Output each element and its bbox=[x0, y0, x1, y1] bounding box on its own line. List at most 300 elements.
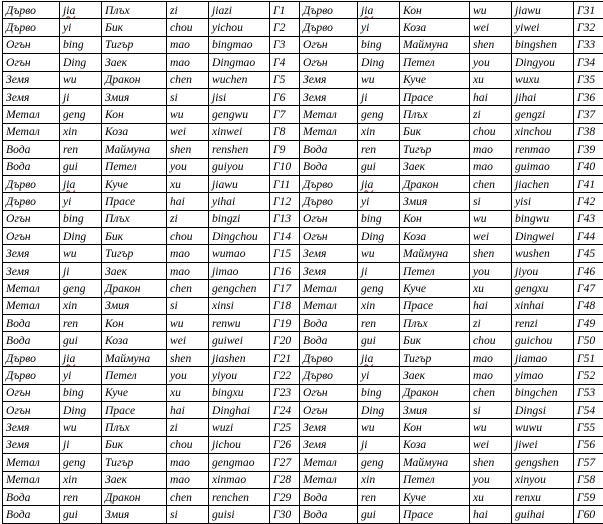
right-branch-cell: hai bbox=[470, 88, 512, 105]
right-element-cell: Огън bbox=[300, 54, 358, 71]
table-row bbox=[3, 36, 603, 53]
right-animal-cell: Петел bbox=[400, 54, 470, 71]
left-branch-cell: xu bbox=[167, 384, 209, 401]
left-branch-cell: mao bbox=[167, 454, 209, 471]
left-year-name-cell: renshen bbox=[209, 141, 270, 158]
right-element-cell: Земя bbox=[300, 262, 358, 279]
right-element-cell: Земя bbox=[300, 88, 358, 105]
left-code-cell: Г12 bbox=[270, 193, 300, 210]
left-branch-cell: mao bbox=[167, 36, 209, 53]
right-animal-cell: Коза bbox=[400, 228, 470, 245]
left-element-cell: Земя bbox=[3, 419, 60, 436]
left-element-cell: Земя bbox=[3, 436, 60, 453]
left-branch-cell: mao bbox=[167, 245, 209, 262]
left-element-cell: Вода bbox=[3, 315, 60, 332]
right-element-cell: Метал bbox=[300, 297, 358, 314]
left-code-cell: Г29 bbox=[270, 488, 300, 505]
left-stem-cell: xin bbox=[60, 471, 102, 488]
right-animal-cell: Бик bbox=[400, 332, 470, 349]
right-animal-cell: Маймуна bbox=[400, 454, 470, 471]
right-stem-cell: ji bbox=[358, 262, 400, 279]
left-year-name-cell: Dingchou bbox=[209, 228, 270, 245]
right-year-name-cell: Dingwei bbox=[512, 228, 574, 245]
right-element-cell: Дърво bbox=[300, 367, 358, 384]
right-element-cell: Дърво bbox=[300, 175, 358, 192]
right-branch-cell: shen bbox=[470, 454, 512, 471]
right-stem-cell: xin bbox=[358, 471, 400, 488]
right-year-name-cell: jiyou bbox=[512, 262, 574, 279]
table-row bbox=[3, 506, 603, 523]
right-animal-cell: Заек bbox=[400, 367, 470, 384]
right-year-name-cell: gengzi bbox=[512, 106, 574, 123]
right-code-cell: Г40 bbox=[574, 158, 603, 175]
left-code-cell: Г5 bbox=[270, 71, 300, 88]
right-year-name-cell: xinhai bbox=[512, 297, 574, 314]
right-animal-cell: Змия bbox=[400, 401, 470, 418]
right-element-cell: Вода bbox=[300, 332, 358, 349]
left-element-cell: Метал bbox=[3, 471, 60, 488]
right-code-cell: Г33 bbox=[574, 36, 603, 53]
right-element-cell: Метал bbox=[300, 471, 358, 488]
left-code-cell: Г7 bbox=[270, 106, 300, 123]
right-branch-cell: xu bbox=[470, 71, 512, 88]
left-element-cell: Земя bbox=[3, 245, 60, 262]
table-row bbox=[3, 158, 603, 175]
left-stem-cell: wu bbox=[60, 245, 102, 262]
right-stem-cell: wu bbox=[358, 245, 400, 262]
left-branch-cell: si bbox=[167, 297, 209, 314]
right-animal-cell: Кон bbox=[400, 210, 470, 227]
right-year-name-cell: yiwei bbox=[512, 19, 574, 36]
right-code-cell: Г51 bbox=[574, 349, 603, 366]
table-row bbox=[3, 19, 603, 36]
right-year-name-cell: gengshen bbox=[512, 454, 574, 471]
table-body bbox=[3, 2, 603, 524]
left-year-name-cell: xinmao bbox=[209, 471, 270, 488]
right-year-name-cell: gengxu bbox=[512, 280, 574, 297]
right-year-name-cell: bingchen bbox=[512, 384, 574, 401]
right-code-cell: Г37 bbox=[574, 106, 603, 123]
left-element-cell: Вода bbox=[3, 506, 60, 523]
left-year-name-cell: renwu bbox=[209, 315, 270, 332]
left-code-cell: Г1 bbox=[270, 2, 300, 19]
left-animal-cell: Дракон bbox=[102, 488, 167, 505]
left-stem-cell: ren bbox=[60, 488, 102, 505]
right-element-cell: Огън bbox=[300, 401, 358, 418]
left-branch-cell: chen bbox=[167, 71, 209, 88]
left-element-cell: Дърво bbox=[3, 193, 60, 210]
right-code-cell: Г35 bbox=[574, 71, 603, 88]
right-year-name-cell: Dingyou bbox=[512, 54, 574, 71]
right-element-cell: Вода bbox=[300, 506, 358, 523]
table-row bbox=[3, 88, 603, 105]
right-element-cell: Земя bbox=[300, 436, 358, 453]
left-year-name-cell: guiyou bbox=[209, 158, 270, 175]
left-branch-cell: si bbox=[167, 88, 209, 105]
right-year-name-cell: guihai bbox=[512, 506, 574, 523]
table-row bbox=[3, 419, 603, 436]
left-stem-cell: ren bbox=[60, 315, 102, 332]
right-element-cell: Огън bbox=[300, 36, 358, 53]
right-element-cell: Вода bbox=[300, 315, 358, 332]
right-year-name-cell: jiwei bbox=[512, 436, 574, 453]
right-year-name-cell: guimao bbox=[512, 158, 574, 175]
left-code-cell: Г28 bbox=[270, 471, 300, 488]
right-element-cell: Метал bbox=[300, 106, 358, 123]
right-animal-cell: Петел bbox=[400, 262, 470, 279]
right-stem-cell: jia bbox=[358, 175, 400, 192]
right-year-name-cell: xinyou bbox=[512, 471, 574, 488]
left-year-name-cell: bingzi bbox=[209, 210, 270, 227]
right-code-cell: Г31 bbox=[574, 2, 603, 19]
right-branch-cell: wu bbox=[470, 2, 512, 19]
left-stem-cell: Ding bbox=[60, 401, 102, 418]
right-element-cell: Дърво bbox=[300, 349, 358, 366]
left-stem-cell: Ding bbox=[60, 228, 102, 245]
left-stem-cell: jia bbox=[60, 2, 102, 19]
left-code-cell: Г24 bbox=[270, 401, 300, 418]
right-code-cell: Г47 bbox=[574, 280, 603, 297]
left-stem-cell: Ding bbox=[60, 54, 102, 71]
right-stem-cell: Ding bbox=[358, 401, 400, 418]
right-year-name-cell: bingwu bbox=[512, 210, 574, 227]
left-stem-cell: ren bbox=[60, 141, 102, 158]
left-branch-cell: zi bbox=[167, 419, 209, 436]
right-animal-cell: Змия bbox=[400, 193, 470, 210]
left-stem-cell: gui bbox=[60, 506, 102, 523]
left-animal-cell: Бик bbox=[102, 19, 167, 36]
left-element-cell: Метал bbox=[3, 106, 60, 123]
right-element-cell: Вода bbox=[300, 158, 358, 175]
right-code-cell: Г59 bbox=[574, 488, 603, 505]
left-element-cell: Огън bbox=[3, 54, 60, 71]
left-stem-cell: ji bbox=[60, 88, 102, 105]
right-stem-cell: yi bbox=[358, 367, 400, 384]
left-element-cell: Вода bbox=[3, 332, 60, 349]
right-code-cell: Г52 bbox=[574, 367, 603, 384]
right-animal-cell: Заек bbox=[400, 158, 470, 175]
right-element-cell: Земя bbox=[300, 419, 358, 436]
right-code-cell: Г32 bbox=[574, 19, 603, 36]
left-code-cell: Г17 bbox=[270, 280, 300, 297]
right-branch-cell: you bbox=[470, 471, 512, 488]
left-element-cell: Огън bbox=[3, 384, 60, 401]
left-code-cell: Г23 bbox=[270, 384, 300, 401]
left-code-cell: Г20 bbox=[270, 332, 300, 349]
table-row bbox=[3, 106, 603, 123]
left-element-cell: Метал bbox=[3, 297, 60, 314]
left-year-name-cell: jiazi bbox=[209, 2, 270, 19]
left-animal-cell: Змия bbox=[102, 297, 167, 314]
left-element-cell: Огън bbox=[3, 210, 60, 227]
right-year-name-cell: jiawu bbox=[512, 2, 574, 19]
right-animal-cell: Тигър bbox=[400, 141, 470, 158]
table-row bbox=[3, 54, 603, 71]
right-branch-cell: si bbox=[470, 193, 512, 210]
left-stem-cell: ji bbox=[60, 436, 102, 453]
right-branch-cell: mao bbox=[470, 158, 512, 175]
right-stem-cell: xin bbox=[358, 297, 400, 314]
right-branch-cell: you bbox=[470, 262, 512, 279]
right-year-name-cell: yimao bbox=[512, 367, 574, 384]
left-stem-cell: ji bbox=[60, 262, 102, 279]
right-branch-cell: xu bbox=[470, 280, 512, 297]
left-year-name-cell: renchen bbox=[209, 488, 270, 505]
right-stem-cell: gui bbox=[358, 158, 400, 175]
left-stem-cell: geng bbox=[60, 106, 102, 123]
right-branch-cell: si bbox=[470, 401, 512, 418]
left-animal-cell: Бик bbox=[102, 228, 167, 245]
left-element-cell: Вода bbox=[3, 141, 60, 158]
right-branch-cell: chen bbox=[470, 175, 512, 192]
right-branch-cell: chou bbox=[470, 123, 512, 140]
left-branch-cell: mao bbox=[167, 471, 209, 488]
right-stem-cell: wu bbox=[358, 419, 400, 436]
right-code-cell: Г43 bbox=[574, 210, 603, 227]
right-branch-cell: zi bbox=[470, 315, 512, 332]
table-row bbox=[3, 454, 603, 471]
right-code-cell: Г54 bbox=[574, 401, 603, 418]
right-branch-cell: hai bbox=[470, 506, 512, 523]
right-animal-cell: Плъх bbox=[400, 315, 470, 332]
right-code-cell: Г60 bbox=[574, 506, 603, 523]
right-code-cell: Г38 bbox=[574, 123, 603, 140]
right-element-cell: Земя bbox=[300, 71, 358, 88]
left-element-cell: Дърво bbox=[3, 349, 60, 366]
left-animal-cell: Тигър bbox=[102, 454, 167, 471]
left-branch-cell: xu bbox=[167, 175, 209, 192]
left-stem-cell: gui bbox=[60, 158, 102, 175]
left-code-cell: Г16 bbox=[270, 262, 300, 279]
right-branch-cell: wei bbox=[470, 228, 512, 245]
right-code-cell: Г41 bbox=[574, 175, 603, 192]
left-code-cell: Г4 bbox=[270, 54, 300, 71]
table-row bbox=[3, 436, 603, 453]
left-code-cell: Г18 bbox=[270, 297, 300, 314]
left-stem-cell: xin bbox=[60, 123, 102, 140]
right-year-name-cell: yisi bbox=[512, 193, 574, 210]
left-element-cell: Вода bbox=[3, 158, 60, 175]
right-year-name-cell: renxu bbox=[512, 488, 574, 505]
right-code-cell: Г55 bbox=[574, 419, 603, 436]
table-row bbox=[3, 2, 603, 19]
right-year-name-cell: bingshen bbox=[512, 36, 574, 53]
left-element-cell: Земя bbox=[3, 71, 60, 88]
left-code-cell: Г26 bbox=[270, 436, 300, 453]
right-stem-cell: yi bbox=[358, 19, 400, 36]
right-animal-cell: Кон bbox=[400, 419, 470, 436]
left-branch-cell: chou bbox=[167, 19, 209, 36]
left-year-name-cell: jiawu bbox=[209, 175, 270, 192]
left-animal-cell: Заек bbox=[102, 54, 167, 71]
left-code-cell: Г2 bbox=[270, 19, 300, 36]
right-animal-cell: Коза bbox=[400, 436, 470, 453]
right-element-cell: Дърво bbox=[300, 19, 358, 36]
right-stem-cell: jia bbox=[358, 349, 400, 366]
left-stem-cell: yi bbox=[60, 19, 102, 36]
right-animal-cell: Маймуна bbox=[400, 245, 470, 262]
table-row bbox=[3, 193, 603, 210]
right-year-name-cell: Dingsi bbox=[512, 401, 574, 418]
right-element-cell: Метал bbox=[300, 123, 358, 140]
left-stem-cell: bing bbox=[60, 384, 102, 401]
left-year-name-cell: wuchen bbox=[209, 71, 270, 88]
table-row bbox=[3, 262, 603, 279]
left-animal-cell: Дракон bbox=[102, 280, 167, 297]
right-element-cell: Метал bbox=[300, 454, 358, 471]
right-code-cell: Г53 bbox=[574, 384, 603, 401]
right-animal-cell: Плъх bbox=[400, 106, 470, 123]
left-branch-cell: zi bbox=[167, 2, 209, 19]
right-stem-cell: geng bbox=[358, 106, 400, 123]
left-animal-cell: Змия bbox=[102, 506, 167, 523]
left-element-cell: Огън bbox=[3, 228, 60, 245]
left-stem-cell: yi bbox=[60, 193, 102, 210]
left-year-name-cell: jisi bbox=[209, 88, 270, 105]
left-stem-cell: wu bbox=[60, 419, 102, 436]
right-animal-cell: Маймуна bbox=[400, 36, 470, 53]
left-element-cell: Дърво bbox=[3, 367, 60, 384]
right-code-cell: Г48 bbox=[574, 297, 603, 314]
right-stem-cell: bing bbox=[358, 384, 400, 401]
table-row bbox=[3, 71, 603, 88]
left-year-name-cell: gengmao bbox=[209, 454, 270, 471]
table-row bbox=[3, 488, 603, 505]
right-branch-cell: mao bbox=[470, 349, 512, 366]
right-stem-cell: ren bbox=[358, 488, 400, 505]
right-branch-cell: xu bbox=[470, 488, 512, 505]
table-row bbox=[3, 210, 603, 227]
right-animal-cell: Дракон bbox=[400, 175, 470, 192]
table-row bbox=[3, 471, 603, 488]
left-element-cell: Земя bbox=[3, 262, 60, 279]
table-row bbox=[3, 280, 603, 297]
left-stem-cell: jia bbox=[60, 349, 102, 366]
left-stem-cell: jia bbox=[60, 175, 102, 192]
left-branch-cell: mao bbox=[167, 262, 209, 279]
left-branch-cell: hai bbox=[167, 401, 209, 418]
right-code-cell: Г34 bbox=[574, 54, 603, 71]
right-year-name-cell: wuxu bbox=[512, 71, 574, 88]
left-animal-cell: Маймуна bbox=[102, 349, 167, 366]
left-stem-cell: bing bbox=[60, 36, 102, 53]
right-stem-cell: gui bbox=[358, 506, 400, 523]
right-animal-cell: Тигър bbox=[400, 349, 470, 366]
right-branch-cell: hai bbox=[470, 297, 512, 314]
right-stem-cell: bing bbox=[358, 36, 400, 53]
left-code-cell: Г21 bbox=[270, 349, 300, 366]
left-animal-cell: Прасе bbox=[102, 193, 167, 210]
left-code-cell: Г3 bbox=[270, 36, 300, 53]
left-branch-cell: chen bbox=[167, 488, 209, 505]
left-animal-cell: Змия bbox=[102, 88, 167, 105]
right-stem-cell: ji bbox=[358, 88, 400, 105]
right-element-cell: Дърво bbox=[300, 2, 358, 19]
table-row bbox=[3, 367, 603, 384]
left-animal-cell: Плъх bbox=[102, 210, 167, 227]
left-animal-cell: Заек bbox=[102, 471, 167, 488]
right-element-cell: Вода bbox=[300, 488, 358, 505]
left-element-cell: Метал bbox=[3, 123, 60, 140]
right-code-cell: Г49 bbox=[574, 315, 603, 332]
left-year-name-cell: jimao bbox=[209, 262, 270, 279]
left-stem-cell: geng bbox=[60, 280, 102, 297]
left-year-name-cell: guisi bbox=[209, 506, 270, 523]
right-branch-cell: mao bbox=[470, 141, 512, 158]
left-animal-cell: Тигър bbox=[102, 36, 167, 53]
left-animal-cell: Плъх bbox=[102, 2, 167, 19]
left-code-cell: Г8 bbox=[270, 123, 300, 140]
right-element-cell: Метал bbox=[300, 280, 358, 297]
right-branch-cell: wei bbox=[470, 436, 512, 453]
left-stem-cell: bing bbox=[60, 210, 102, 227]
table-row bbox=[3, 349, 603, 366]
left-year-name-cell: guiwei bbox=[209, 332, 270, 349]
left-branch-cell: wu bbox=[167, 106, 209, 123]
right-year-name-cell: jihai bbox=[512, 88, 574, 105]
right-stem-cell: xin bbox=[358, 123, 400, 140]
right-animal-cell: Петел bbox=[400, 471, 470, 488]
left-stem-cell: gui bbox=[60, 332, 102, 349]
left-branch-cell: you bbox=[167, 367, 209, 384]
left-code-cell: Г15 bbox=[270, 245, 300, 262]
left-branch-cell: mao bbox=[167, 54, 209, 71]
left-year-name-cell: jiashen bbox=[209, 349, 270, 366]
left-animal-cell: Прасе bbox=[102, 401, 167, 418]
table-row bbox=[3, 332, 603, 349]
table-row bbox=[3, 245, 603, 262]
left-year-name-cell: wuzi bbox=[209, 419, 270, 436]
left-branch-cell: wei bbox=[167, 123, 209, 140]
right-animal-cell: Дракон bbox=[400, 384, 470, 401]
left-year-name-cell: Dinghai bbox=[209, 401, 270, 418]
right-element-cell: Дърво bbox=[300, 193, 358, 210]
table-row bbox=[3, 175, 603, 192]
right-stem-cell: Ding bbox=[358, 228, 400, 245]
left-animal-cell: Тигър bbox=[102, 245, 167, 262]
right-stem-cell: gui bbox=[358, 332, 400, 349]
left-code-cell: Г30 bbox=[270, 506, 300, 523]
right-year-name-cell: guichou bbox=[512, 332, 574, 349]
right-year-name-cell: renzi bbox=[512, 315, 574, 332]
right-year-name-cell: xinchou bbox=[512, 123, 574, 140]
left-code-cell: Г25 bbox=[270, 419, 300, 436]
left-code-cell: Г19 bbox=[270, 315, 300, 332]
left-animal-cell: Дракон bbox=[102, 71, 167, 88]
left-element-cell: Дърво bbox=[3, 2, 60, 19]
left-element-cell: Земя bbox=[3, 88, 60, 105]
right-stem-cell: ren bbox=[358, 141, 400, 158]
right-animal-cell: Коза bbox=[400, 19, 470, 36]
left-animal-cell: Заек bbox=[102, 262, 167, 279]
right-element-cell: Огън bbox=[300, 228, 358, 245]
right-code-cell: Г57 bbox=[574, 454, 603, 471]
right-animal-cell: Прасе bbox=[400, 506, 470, 523]
right-year-name-cell: jiamao bbox=[512, 349, 574, 366]
left-year-name-cell: bingmao bbox=[209, 36, 270, 53]
right-element-cell: Огън bbox=[300, 384, 358, 401]
left-branch-cell: you bbox=[167, 158, 209, 175]
left-code-cell: Г6 bbox=[270, 88, 300, 105]
table-row bbox=[3, 401, 603, 418]
right-branch-cell: zi bbox=[470, 106, 512, 123]
right-stem-cell: yi bbox=[358, 193, 400, 210]
right-stem-cell: Ding bbox=[358, 54, 400, 71]
table-row bbox=[3, 123, 603, 140]
right-element-cell: Земя bbox=[300, 245, 358, 262]
right-code-cell: Г58 bbox=[574, 471, 603, 488]
left-animal-cell: Куче bbox=[102, 175, 167, 192]
